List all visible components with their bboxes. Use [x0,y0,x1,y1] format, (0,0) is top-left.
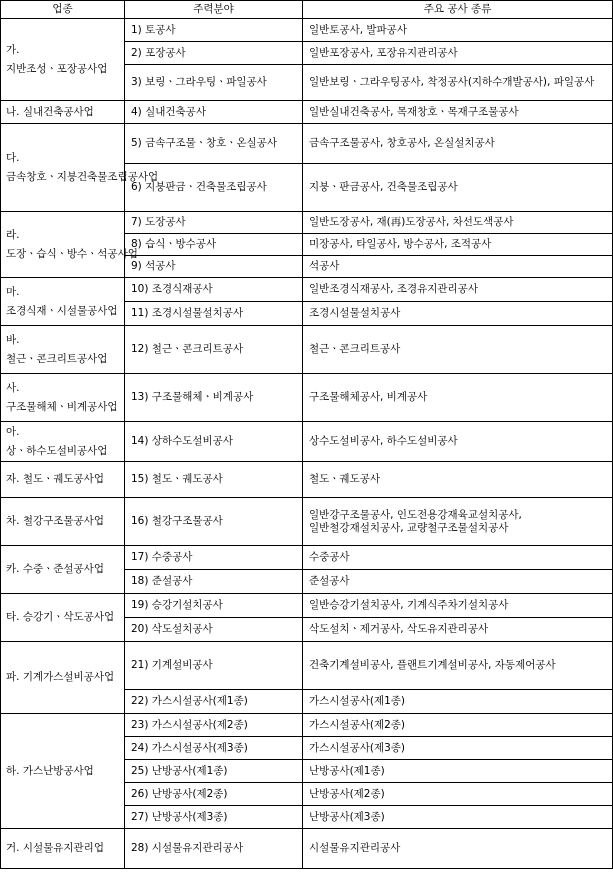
works-cell: 일반실내건축공사, 목재창호ㆍ목재구조물공사 [303,101,613,124]
works-cell: 가스시설공사(제2종) [303,714,613,737]
field-cell: 8) 습식ㆍ방수공사 [125,234,303,256]
table-row [1,124,613,164]
works-cell: 미장공사, 타일공사, 방수공사, 조적공사 [303,234,613,256]
field-cell: 2) 포장공사 [125,42,303,65]
works-cell: 건축기계설비공사, 플랜트기계설비공사, 자동제어공사 [303,642,613,690]
category-cell: 아. 상ㆍ하수도설비공사업 [1,422,125,462]
category-cell: 타. 승강기ㆍ삭도공사업 [1,594,125,642]
works-cell: 조경시설물설치공사 [303,302,613,326]
works-cell: 금속구조물공사, 창호공사, 온실설치공사 [303,124,613,164]
field-cell: 14) 상하수도설비공사 [125,422,303,462]
category-cell: 파. 기계가스설비공사업 [1,642,125,714]
works-cell: 철도ㆍ궤도공사 [303,462,613,498]
works-cell: 삭도설치ㆍ제거공사, 삭도유지관리공사 [303,618,613,642]
field-cell: 10) 조경식재공사 [125,278,303,302]
works-cell: 지붕ㆍ판금공사, 건축물조립공사 [303,164,613,212]
works-cell: 일반강구조물공사, 인도전용강재육교설치공사, 일반철강재설치공사, 교량철구조물설치공사 [303,498,613,546]
table-row [1,546,613,570]
works-cell: 구조물해체공사, 비계공사 [303,374,613,422]
table-row [1,498,613,546]
category-cell: 가. 지반조성ㆍ포장공사업 [1,19,125,101]
table-row [1,462,613,498]
field-cell: 24) 가스시설공사(제3종) [125,737,303,760]
field-cell: 5) 금속구조물ㆍ창호ㆍ온실공사 [125,124,303,164]
field-cell: 19) 승강기설치공사 [125,594,303,618]
table-row [1,278,613,302]
header-business-type: 업종 [1,1,125,19]
field-cell: 20) 삭도설치공사 [125,618,303,642]
works-cell: 준설공사 [303,570,613,594]
category-cell: 라. 도장ㆍ습식ㆍ방수ㆍ석공사업 [1,212,125,278]
table-row [1,594,613,618]
works-cell: 시설물유지관리공사 [303,829,613,869]
works-cell: 난방공사(제3종) [303,806,613,829]
works-cell: 상수도설비공사, 하수도설비공사 [303,422,613,462]
field-cell: 27) 난방공사(제3종) [125,806,303,829]
works-cell: 난방공사(제2종) [303,783,613,806]
category-cell: 사. 구조물해체ㆍ비계공사업 [1,374,125,422]
field-cell: 4) 실내건축공사 [125,101,303,124]
field-cell: 17) 수중공사 [125,546,303,570]
table-row [1,101,613,124]
category-cell: 마. 조경식재ㆍ시설물공사업 [1,278,125,326]
header-work-types: 주요 공사 종류 [303,1,613,19]
header-main-field: 주력분야 [125,1,303,19]
field-cell: 15) 철도ㆍ궤도공사 [125,462,303,498]
table-row [1,374,613,422]
works-cell: 철근ㆍ콘크리트공사 [303,326,613,374]
table-row [1,19,613,42]
category-cell: 자. 철도ㆍ궤도공사업 [1,462,125,498]
category-cell: 바. 철근ㆍ콘크리트공사업 [1,326,125,374]
works-cell: 석공사 [303,256,613,278]
works-cell: 일반도장공사, 재(再)도장공사, 차선도색공사 [303,212,613,234]
header-row [1,1,613,19]
field-cell: 7) 도장공사 [125,212,303,234]
field-cell: 12) 철근ㆍ콘크리트공사 [125,326,303,374]
works-cell: 일반조경식재공사, 조경유지관리공사 [303,278,613,302]
category-cell: 하. 가스난방공사업 [1,714,125,829]
works-cell: 수중공사 [303,546,613,570]
field-cell: 22) 가스시설공사(제1종) [125,690,303,714]
works-cell: 일반토공사, 발파공사 [303,19,613,42]
field-cell: 3) 보링ㆍ그라우팅ㆍ파일공사 [125,65,303,101]
table-row [1,714,613,737]
field-cell: 18) 준설공사 [125,570,303,594]
field-cell: 28) 시설물유지관리공사 [125,829,303,869]
field-cell: 11) 조경시설물설치공사 [125,302,303,326]
field-cell: 13) 구조물해체ㆍ비계공사 [125,374,303,422]
works-cell: 가스시설공사(제1종) [303,690,613,714]
category-cell: 나. 실내건축공사업 [1,101,125,124]
works-cell: 일반보링ㆍ그라우팅공사, 착정공사(지하수개발공사), 파일공사 [303,65,613,101]
field-cell: 26) 난방공사(제2종) [125,783,303,806]
table-row [1,326,613,374]
field-cell: 23) 가스시설공사(제2종) [125,714,303,737]
category-cell: 다. 금속창호ㆍ지붕건축물조립공사업 [1,124,125,212]
works-cell: 일반포장공사, 포장유지관리공사 [303,42,613,65]
works-cell: 난방공사(제1종) [303,760,613,783]
category-cell: 거. 시설물유지관리업 [1,829,125,869]
table-row [1,642,613,690]
table-row [1,212,613,234]
field-cell: 9) 석공사 [125,256,303,278]
category-cell: 차. 철강구조물공사업 [1,498,125,546]
field-cell: 25) 난방공사(제1종) [125,760,303,783]
category-cell: 카. 수중ㆍ준설공사업 [1,546,125,594]
table-row [1,422,613,462]
field-cell: 21) 기계설비공사 [125,642,303,690]
table-row [1,829,613,869]
field-cell: 6) 지붕판금ㆍ건축물조립공사 [125,164,303,212]
field-cell: 16) 철강구조물공사 [125,498,303,546]
works-cell: 가스시설공사(제3종) [303,737,613,760]
works-cell: 일반승강기설치공사, 기계식주차기설치공사 [303,594,613,618]
field-cell: 1) 토공사 [125,19,303,42]
